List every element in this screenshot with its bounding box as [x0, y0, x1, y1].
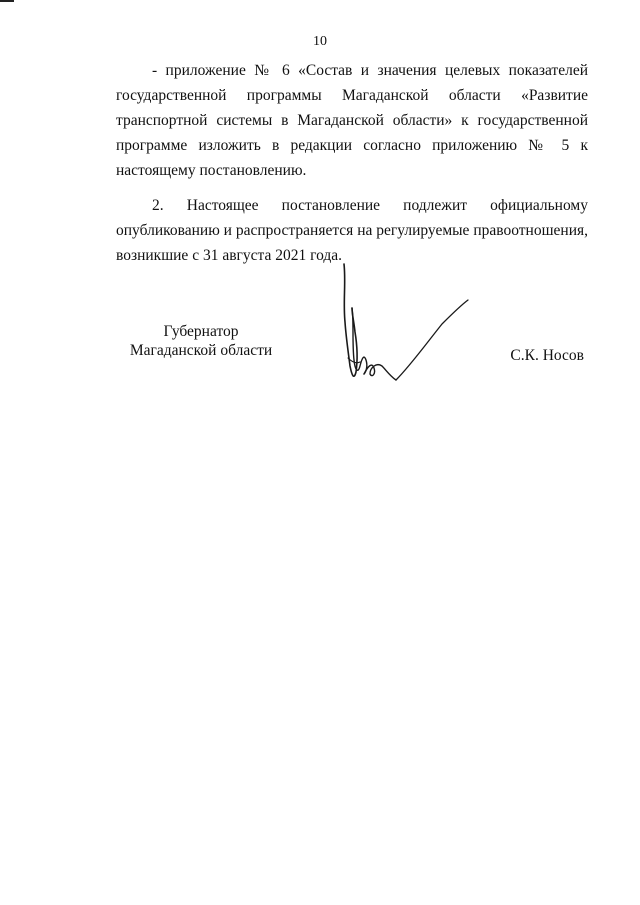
signer-name: С.К. Носов	[510, 347, 584, 364]
signer-title	[116, 322, 286, 360]
paragraph-publication: 2. Настоящее постановление подлежит официальному опубликованию и распространяется на регулируемые правоотношения, возникшие с 31 августа 2021 года.	[116, 197, 588, 264]
page-number: 10	[313, 34, 327, 49]
paragraph-appendix-6: - приложение № 6 «Состав и значения целевых показателей государственной программы Магаданской области «Развитие транспортной системы в Магаданской области» к государственной программе изложить в редакции согласно приложению № 5 к настоящему постановлению.	[116, 62, 588, 179]
handwritten-signature-icon	[330, 262, 480, 392]
signer-title-line-2: Магаданской области	[129, 342, 273, 359]
signer-title-line-1: Губернатор	[163, 323, 239, 340]
